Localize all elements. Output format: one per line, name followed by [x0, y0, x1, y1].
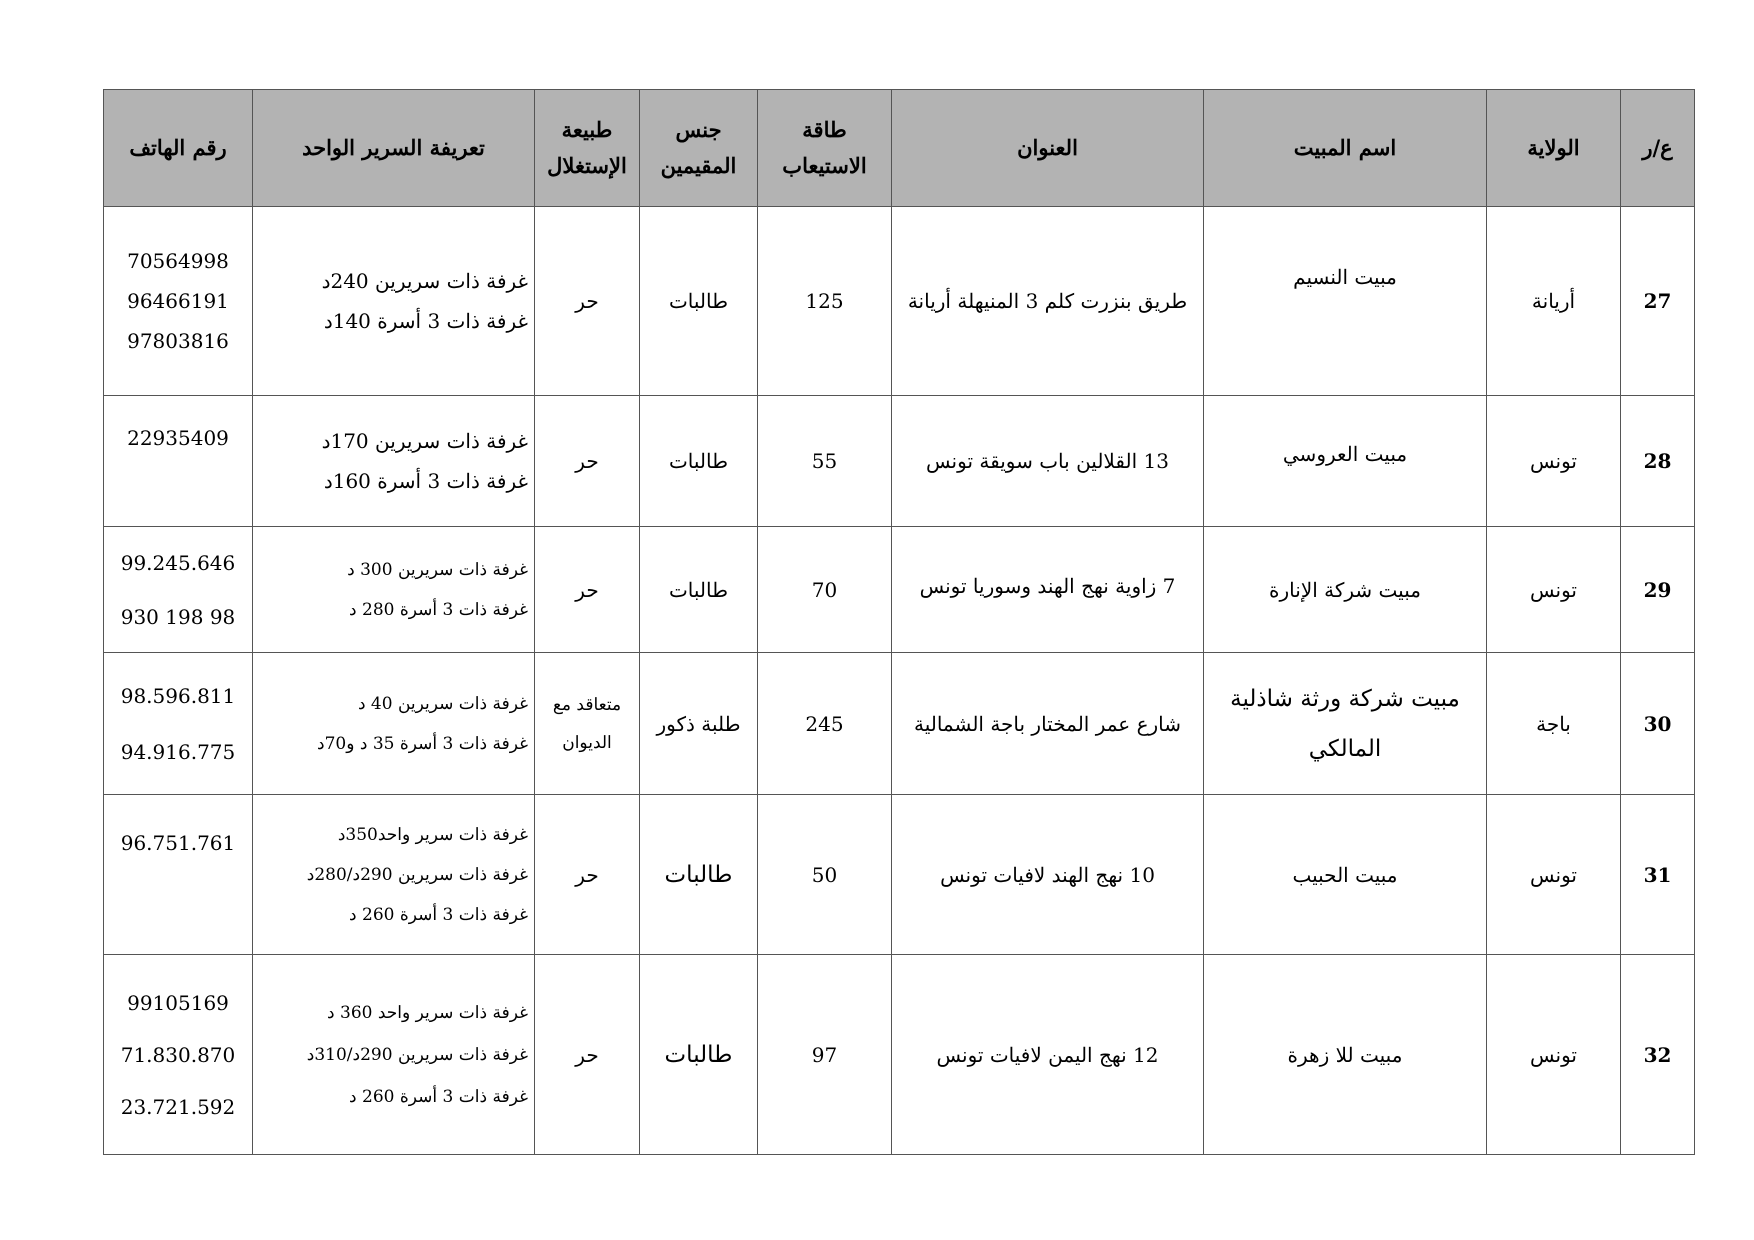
row-address: 10 نهج الهند لافيات تونس [892, 795, 1204, 955]
table-row [104, 955, 1695, 1155]
table-row [104, 795, 1695, 955]
row-price [253, 955, 535, 1155]
row-price [253, 527, 535, 653]
row-capacity: 125 [758, 207, 892, 396]
dormitory-table [103, 89, 1695, 1155]
row-capacity: 55 [758, 396, 892, 527]
price-line: غرفة ذات 3 أسرة 160د [323, 469, 528, 493]
row-state: تونس [1487, 795, 1621, 955]
row-name: مبيت النسيم [1204, 207, 1487, 396]
header-price: تعريفة السرير الواحد [253, 90, 535, 207]
table-row [104, 527, 1695, 653]
row-state: تونس [1487, 955, 1621, 1155]
row-price [253, 795, 535, 955]
phone-line: 23.721.592 [120, 1094, 236, 1119]
row-capacity: 97 [758, 955, 892, 1155]
row-operation: حر [535, 396, 640, 527]
row-phone [104, 396, 253, 527]
phone-line: 94.916.775 [120, 739, 236, 764]
phone-line: 96466191 [127, 289, 229, 313]
row-name: مبيت شركة الإنارة [1204, 527, 1487, 653]
row-phone [104, 955, 253, 1155]
row-residents: طالبات [640, 207, 758, 396]
price-line: غرفة ذات سريرين 300 د [347, 559, 528, 580]
price-line: غرفة ذات سريرين 40 د [357, 693, 528, 714]
header-index: ع/ر [1621, 90, 1695, 207]
row-residents: طالبات [640, 795, 758, 955]
row-address: 7 زاوية نهج الهند وسوريا تونس [892, 527, 1204, 653]
phone-line: 99105169 [127, 990, 229, 1015]
row-state: تونس [1487, 396, 1621, 527]
row-state: أريانة [1487, 207, 1621, 396]
table-row [104, 396, 1695, 527]
price-line: غرفة ذات 3 أسرة 260 د [349, 1086, 528, 1107]
row-price [253, 396, 535, 527]
price-line: غرفة ذات 3 أسرة 140د [323, 309, 528, 333]
phone-line: 71.830.870 [120, 1042, 236, 1067]
row-address: 12 نهج اليمن لافيات تونس [892, 955, 1204, 1155]
row-index: 32 [1621, 955, 1695, 1155]
header-capacity: طاقة الاستيعاب [758, 90, 892, 207]
row-residents: طالبات [640, 955, 758, 1155]
phone-line: 99.245.646 [120, 550, 236, 575]
row-capacity: 245 [758, 653, 892, 795]
row-index: 27 [1621, 207, 1695, 396]
row-name: مبيت الحبيب [1204, 795, 1487, 955]
row-capacity: 50 [758, 795, 892, 955]
row-index: 29 [1621, 527, 1695, 653]
phone-line: 97803816 [127, 329, 229, 353]
row-operation: متعاقد مع الديوان [535, 653, 640, 795]
row-operation: حر [535, 955, 640, 1155]
row-name: مبيت للا زهرة [1204, 955, 1487, 1155]
header-phone: رقم الهاتف [104, 90, 253, 207]
price-line: غرفة ذات 3 أسرة 35 د و70د [317, 733, 528, 754]
row-operation: حر [535, 795, 640, 955]
table-row [104, 653, 1695, 795]
row-state: تونس [1487, 527, 1621, 653]
row-state: باجة [1487, 653, 1621, 795]
row-index: 28 [1621, 396, 1695, 527]
row-residents: طالبات [640, 396, 758, 527]
row-residents: طالبات [640, 527, 758, 653]
header-address: العنوان [892, 90, 1204, 207]
row-name: مبيت شركة ورثة شاذلية المالكي [1204, 653, 1487, 795]
price-line: غرفة ذات سرير واحد 360 د [327, 1002, 528, 1023]
row-index: 30 [1621, 653, 1695, 795]
row-phone [104, 527, 253, 653]
row-price [253, 207, 535, 396]
row-price [253, 653, 535, 795]
row-phone [104, 207, 253, 396]
row-address: طريق بنزرت كلم 3 المنيهلة أريانة [892, 207, 1204, 396]
price-line: غرفة ذات سريرين 240د [321, 269, 528, 293]
price-line: غرفة ذات سريرين 290د/280د [306, 864, 528, 885]
row-phone [104, 653, 253, 795]
row-capacity: 70 [758, 527, 892, 653]
price-line: غرفة ذات سريرين 290د/310د [306, 1044, 528, 1065]
header-residents: جنس المقيمين [640, 90, 758, 207]
row-address: 13 القلالين باب سويقة تونس [892, 396, 1204, 527]
header-name: اسم المبيت [1204, 90, 1487, 207]
row-address: شارع عمر المختار باجة الشمالية [892, 653, 1204, 795]
table-row [104, 207, 1695, 396]
header-operation: طبيعة الإستغلال [535, 90, 640, 207]
phone-line: 22935409 [127, 426, 229, 450]
row-operation: حر [535, 207, 640, 396]
phone-line: 70564998 [127, 249, 229, 273]
row-phone [104, 795, 253, 955]
price-line: غرفة ذات 3 أسرة 280 د [349, 599, 528, 620]
row-residents: طلبة ذكور [640, 653, 758, 795]
phone-line: 98.596.811 [120, 683, 236, 708]
price-line: غرفة ذات سريرين 170د [321, 429, 528, 453]
phone-line: 98 198 930 [120, 604, 236, 629]
table-header-row [104, 90, 1695, 207]
header-state: الولاية [1487, 90, 1621, 207]
row-name: مبيت العروسي [1204, 396, 1487, 527]
price-line: غرفة ذات سرير واحد350د [337, 824, 528, 845]
row-index: 31 [1621, 795, 1695, 955]
price-line: غرفة ذات 3 أسرة 260 د [349, 904, 528, 925]
row-operation: حر [535, 527, 640, 653]
phone-line: 96.751.761 [120, 831, 236, 855]
